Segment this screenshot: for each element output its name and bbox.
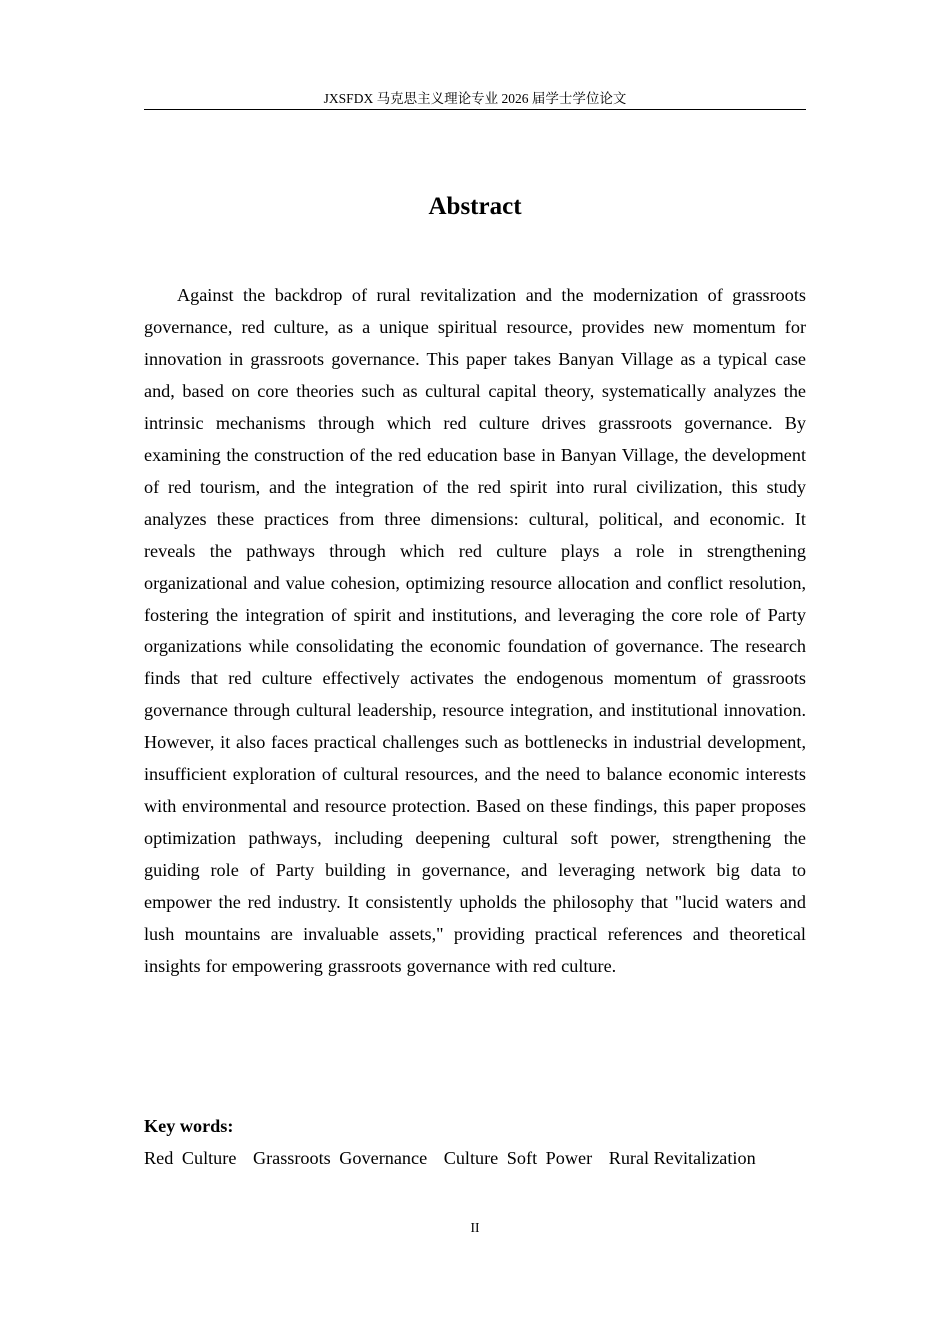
page-number: II (470, 1220, 480, 1235)
keyword-culture-soft-power: Culture Soft Power (443, 1148, 593, 1168)
abstract-title: Abstract (428, 193, 522, 220)
keywords-list (144, 1142, 824, 1174)
keyword-red-culture: Red Culture (144, 1148, 237, 1168)
keyword-rural-revitalization: Rural Revitalization (608, 1148, 756, 1168)
keywords-label: Key words: (144, 1116, 234, 1136)
keyword-grassroots-governance: Grassroots Governance (252, 1148, 428, 1168)
running-header: JXSFDX 马克思主义理论专业 2026 届学士学位论文 (144, 90, 806, 110)
abstract-body: Against the backdrop of rural revitalization and the modernization of grassroots governance, red culture, as a unique spiritual resource, provides new momentum for innovation in grassroots governance. This paper takes Banyan Village as a typical case and, based on core theories such as cultural capital theory, systematically analyzes the intrinsic mechanisms through which red culture drives grassroots governance. By examining the construction of the red education base in Banyan Village, the development of red tourism, and the integration of the red spirit into rural civilization, this study analyzes these practices from three dimensions: cultural, political, and economic. It reveals the pathways through which red culture plays a role in strengthening organizational and value cohesion, optimizing resource allocation and conflict resolution, fostering the integration of spirit and institutions, and leveraging the core role of Party organizations while consolidating the economic foundation of governance. The research finds that red culture effectively activates the endogenous momentum of grassroots governance through cultural leadership, resource integration, and institutional innovation. However, it also faces practical challenges such as bottlenecks in industrial development, insufficient exploration of cultural resources, and the need to balance economic interests with environmental and resource protection. Based on these findings, this paper proposes optimization pathways, including deepening cultural soft power, strengthening the guiding role of Party building in governance, and leveraging network big data to empower the red industry. It consistently upholds the philosophy that "lucid waters and lush mountains are invaluable assets," providing practical references and theoretical insights for empowering grassroots governance with red culture. (144, 285, 806, 977)
